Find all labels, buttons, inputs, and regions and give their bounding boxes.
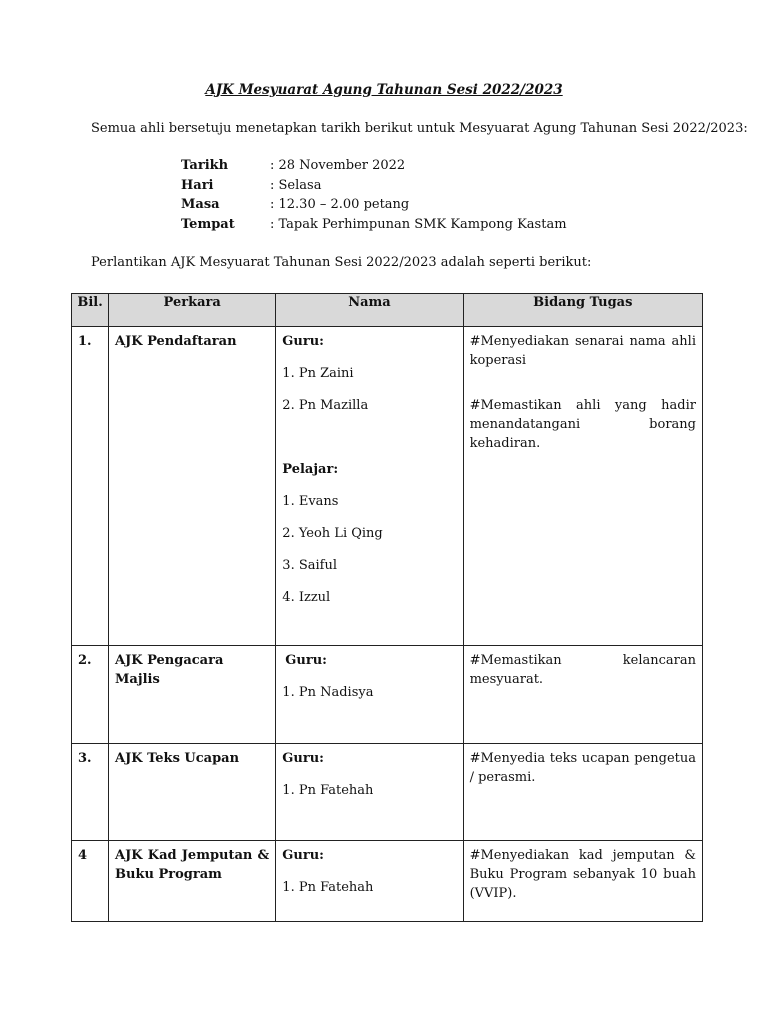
row-nama — [276, 841, 462, 910]
row-number: 3. — [78, 751, 92, 766]
header-bidang-tugas: Bidang Tugas — [463, 294, 702, 327]
list-item: 1. Evans — [282, 494, 339, 509]
row-number: 4 — [78, 848, 88, 863]
row-bidang-tugas — [464, 841, 702, 903]
row-nama — [276, 327, 462, 620]
list-item: 1. Pn Nadisya — [282, 685, 374, 700]
list-item: 4. Izzul — [282, 590, 331, 605]
detail-row-masa — [181, 197, 567, 217]
row-nama — [276, 646, 462, 715]
row-bidang-tugas — [464, 646, 702, 689]
list-item: 2. Yeoh Li Qing — [282, 526, 383, 541]
row-nama — [276, 744, 462, 813]
detail-row-hari — [181, 178, 567, 198]
row-bidang-tugas — [464, 744, 702, 787]
detail-label: Tempat — [181, 216, 235, 232]
detail-row-tarikh — [181, 158, 567, 178]
header-bil: Bil. — [72, 294, 109, 327]
tugas-item: #Memastikan kelancaran mesyuarat. — [469, 653, 696, 687]
row-perkara: AJK Teks Ucapan — [115, 751, 240, 766]
list-item: 2. Pn Mazilla — [282, 398, 369, 413]
tugas-item: #Menyedia teks ucapan pengetua / perasmi. — [469, 751, 696, 785]
guru-label: Guru: — [282, 848, 324, 863]
table-row — [72, 744, 703, 841]
tugas-item: #Memastikan ahli yang hadir menandatangani borang kehadiran. — [469, 398, 696, 451]
row-bidang-tugas — [464, 327, 702, 453]
row-number: 1. — [78, 334, 92, 349]
header-nama: Nama — [276, 294, 463, 327]
list-item: 1. Pn Fatehah — [282, 880, 374, 895]
list-item: 1. Pn Fatehah — [282, 783, 374, 798]
detail-label: Hari — [181, 177, 214, 193]
table-header-row — [72, 294, 703, 327]
detail-value: : 28 November 2022 — [270, 158, 406, 173]
detail-value: : Tapak Perhimpunan SMK Kampong Kastam — [270, 216, 567, 232]
tugas-item: #Menyediakan kad jemputan & Buku Program sebanyak 10 buah (VVIP). — [469, 848, 696, 901]
committee-table — [71, 293, 703, 922]
list-item: 1. Pn Zaini — [282, 366, 354, 381]
row-perkara: AJK Pengacara Majlis — [115, 653, 224, 687]
detail-value: : 12.30 – 2.00 petang — [270, 197, 410, 212]
row-perkara: AJK Kad Jemputan & Buku Program — [115, 848, 270, 882]
guru-label: Guru: — [285, 653, 327, 668]
list-item: 3. Saiful — [282, 558, 337, 573]
detail-value: : Selasa — [270, 177, 322, 193]
detail-row-tempat — [181, 217, 567, 237]
tugas-item: #Menyediakan senarai nama ahli koperasi — [469, 334, 696, 368]
table-row — [72, 646, 703, 744]
header-perkara: Perkara — [109, 294, 276, 327]
detail-label: Tarikh — [181, 158, 229, 173]
meeting-details — [181, 158, 567, 236]
intro-text: Semua ahli bersetuju menetapkan tarikh berikut untuk Mesyuarat Agung Tahunan Sesi 2022/2023: — [91, 121, 748, 136]
document-title: AJK Mesyuarat Agung Tahunan Sesi 2022/2023 — [205, 82, 563, 98]
row-number: 2. — [78, 653, 92, 668]
pelajar-label: Pelajar: — [282, 462, 339, 477]
guru-label: Guru: — [282, 751, 324, 766]
appointment-intro: Perlantikan AJK Mesyuarat Tahunan Sesi 2022/2023 adalah seperti berikut: — [91, 255, 592, 270]
table-row — [72, 841, 703, 922]
row-perkara: AJK Pendaftaran — [115, 334, 237, 349]
table-row — [72, 327, 703, 646]
detail-label: Masa — [181, 197, 220, 212]
spacer — [282, 428, 456, 460]
guru-label: Guru: — [282, 334, 324, 349]
